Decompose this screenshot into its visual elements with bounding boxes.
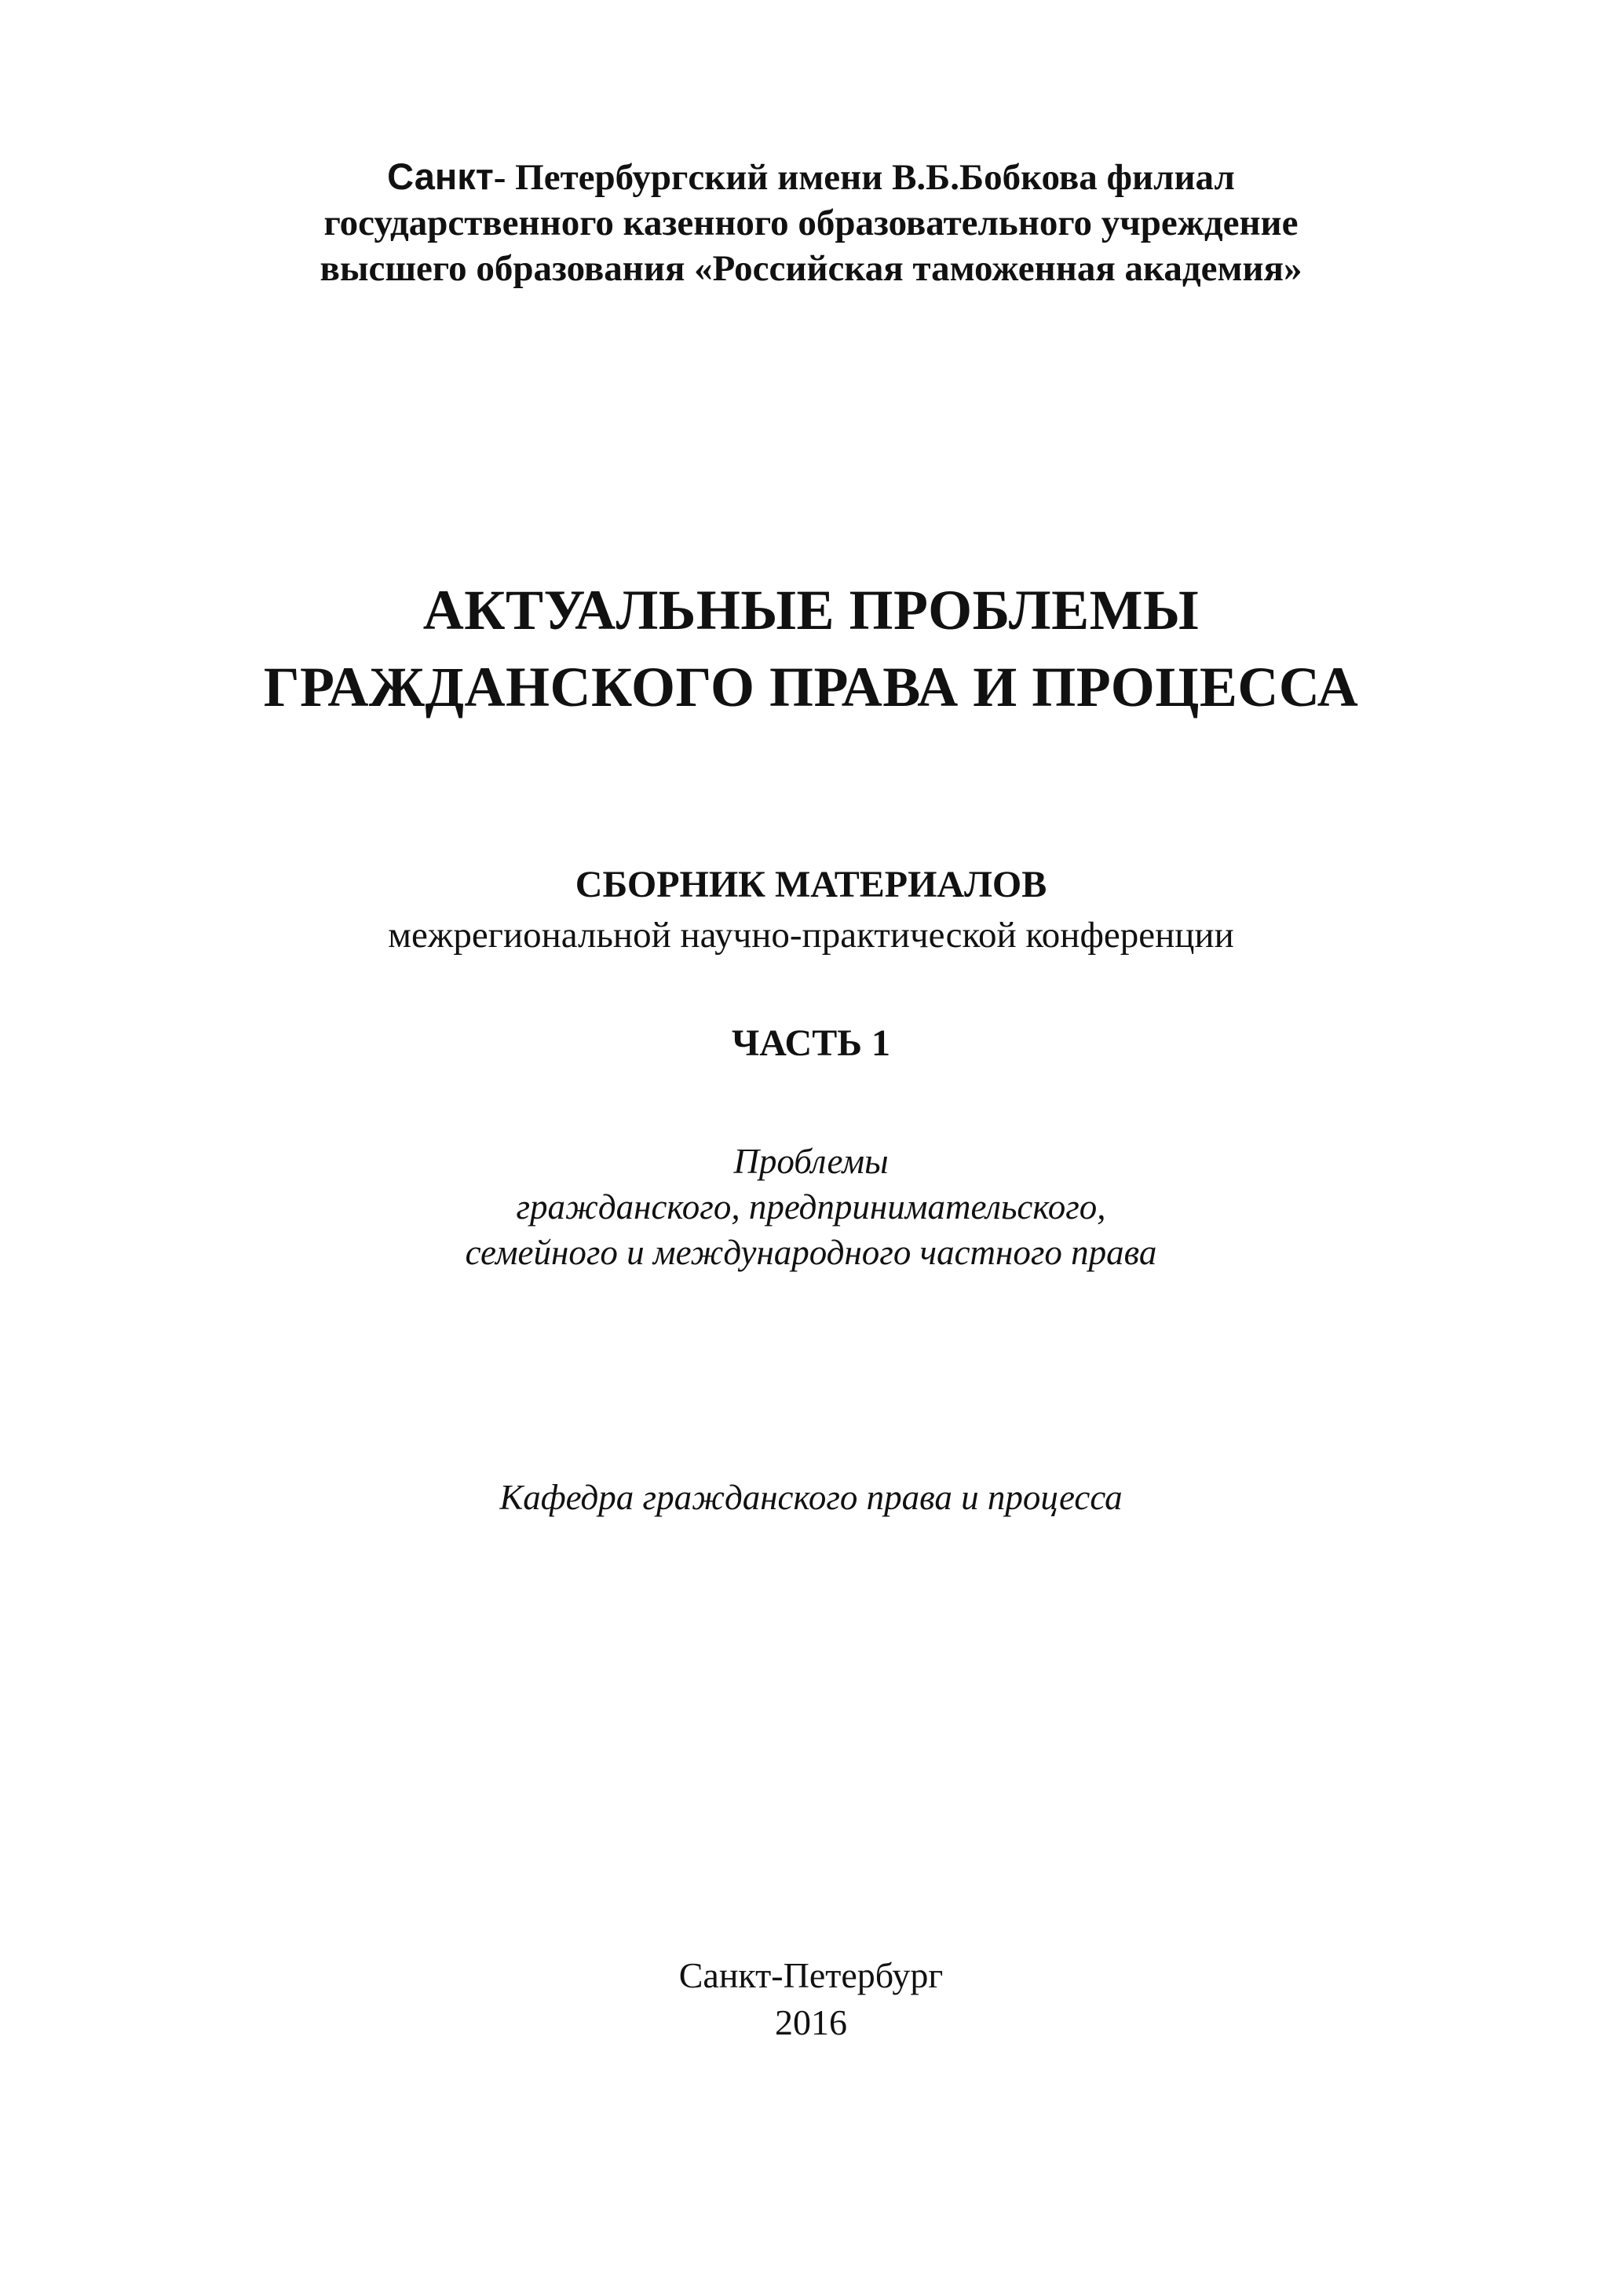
institution-name <box>0 154 1622 291</box>
collection-subheading: межрегиональной научно-практической конференции <box>388 915 1234 956</box>
institution-line-1 <box>0 154 1622 200</box>
subject-line-2: гражданского, предпринимательского, <box>516 1187 1106 1227</box>
imprint-year: 2016 <box>775 2002 847 2042</box>
book-title-line-2: ГРАЖДАНСКОГО ПРАВА И ПРОЦЕССА <box>263 656 1359 718</box>
collection-heading: СБОРНИК МАТЕРИАЛОВ <box>575 864 1047 905</box>
institution-line-3: высшего образования «Российская таможенная академия» <box>320 248 1302 289</box>
book-title-line-1: АКТУАЛЬНЫЕ ПРОБЛЕМЫ <box>422 579 1200 642</box>
department-name: Кафедра гражданского права и процесса <box>499 1478 1123 1517</box>
part-label: ЧАСТЬ 1 <box>732 1022 890 1064</box>
imprint-city: Санкт-Петербург <box>678 1955 944 1995</box>
imprint <box>0 1952 1622 2046</box>
institution-line-1-rest: - Петербургский имени В.Б.Бобкова филиал <box>493 157 1235 198</box>
subject-line-1: Проблемы <box>733 1142 889 1181</box>
subject-line-3: семейного и международного частного права <box>465 1233 1157 1272</box>
institution-city-word: Санкт <box>387 155 494 197</box>
subject-description <box>0 1139 1622 1275</box>
institution-line-2: государственного казенного образовательного учреждение <box>323 203 1299 243</box>
book-title <box>0 572 1622 726</box>
